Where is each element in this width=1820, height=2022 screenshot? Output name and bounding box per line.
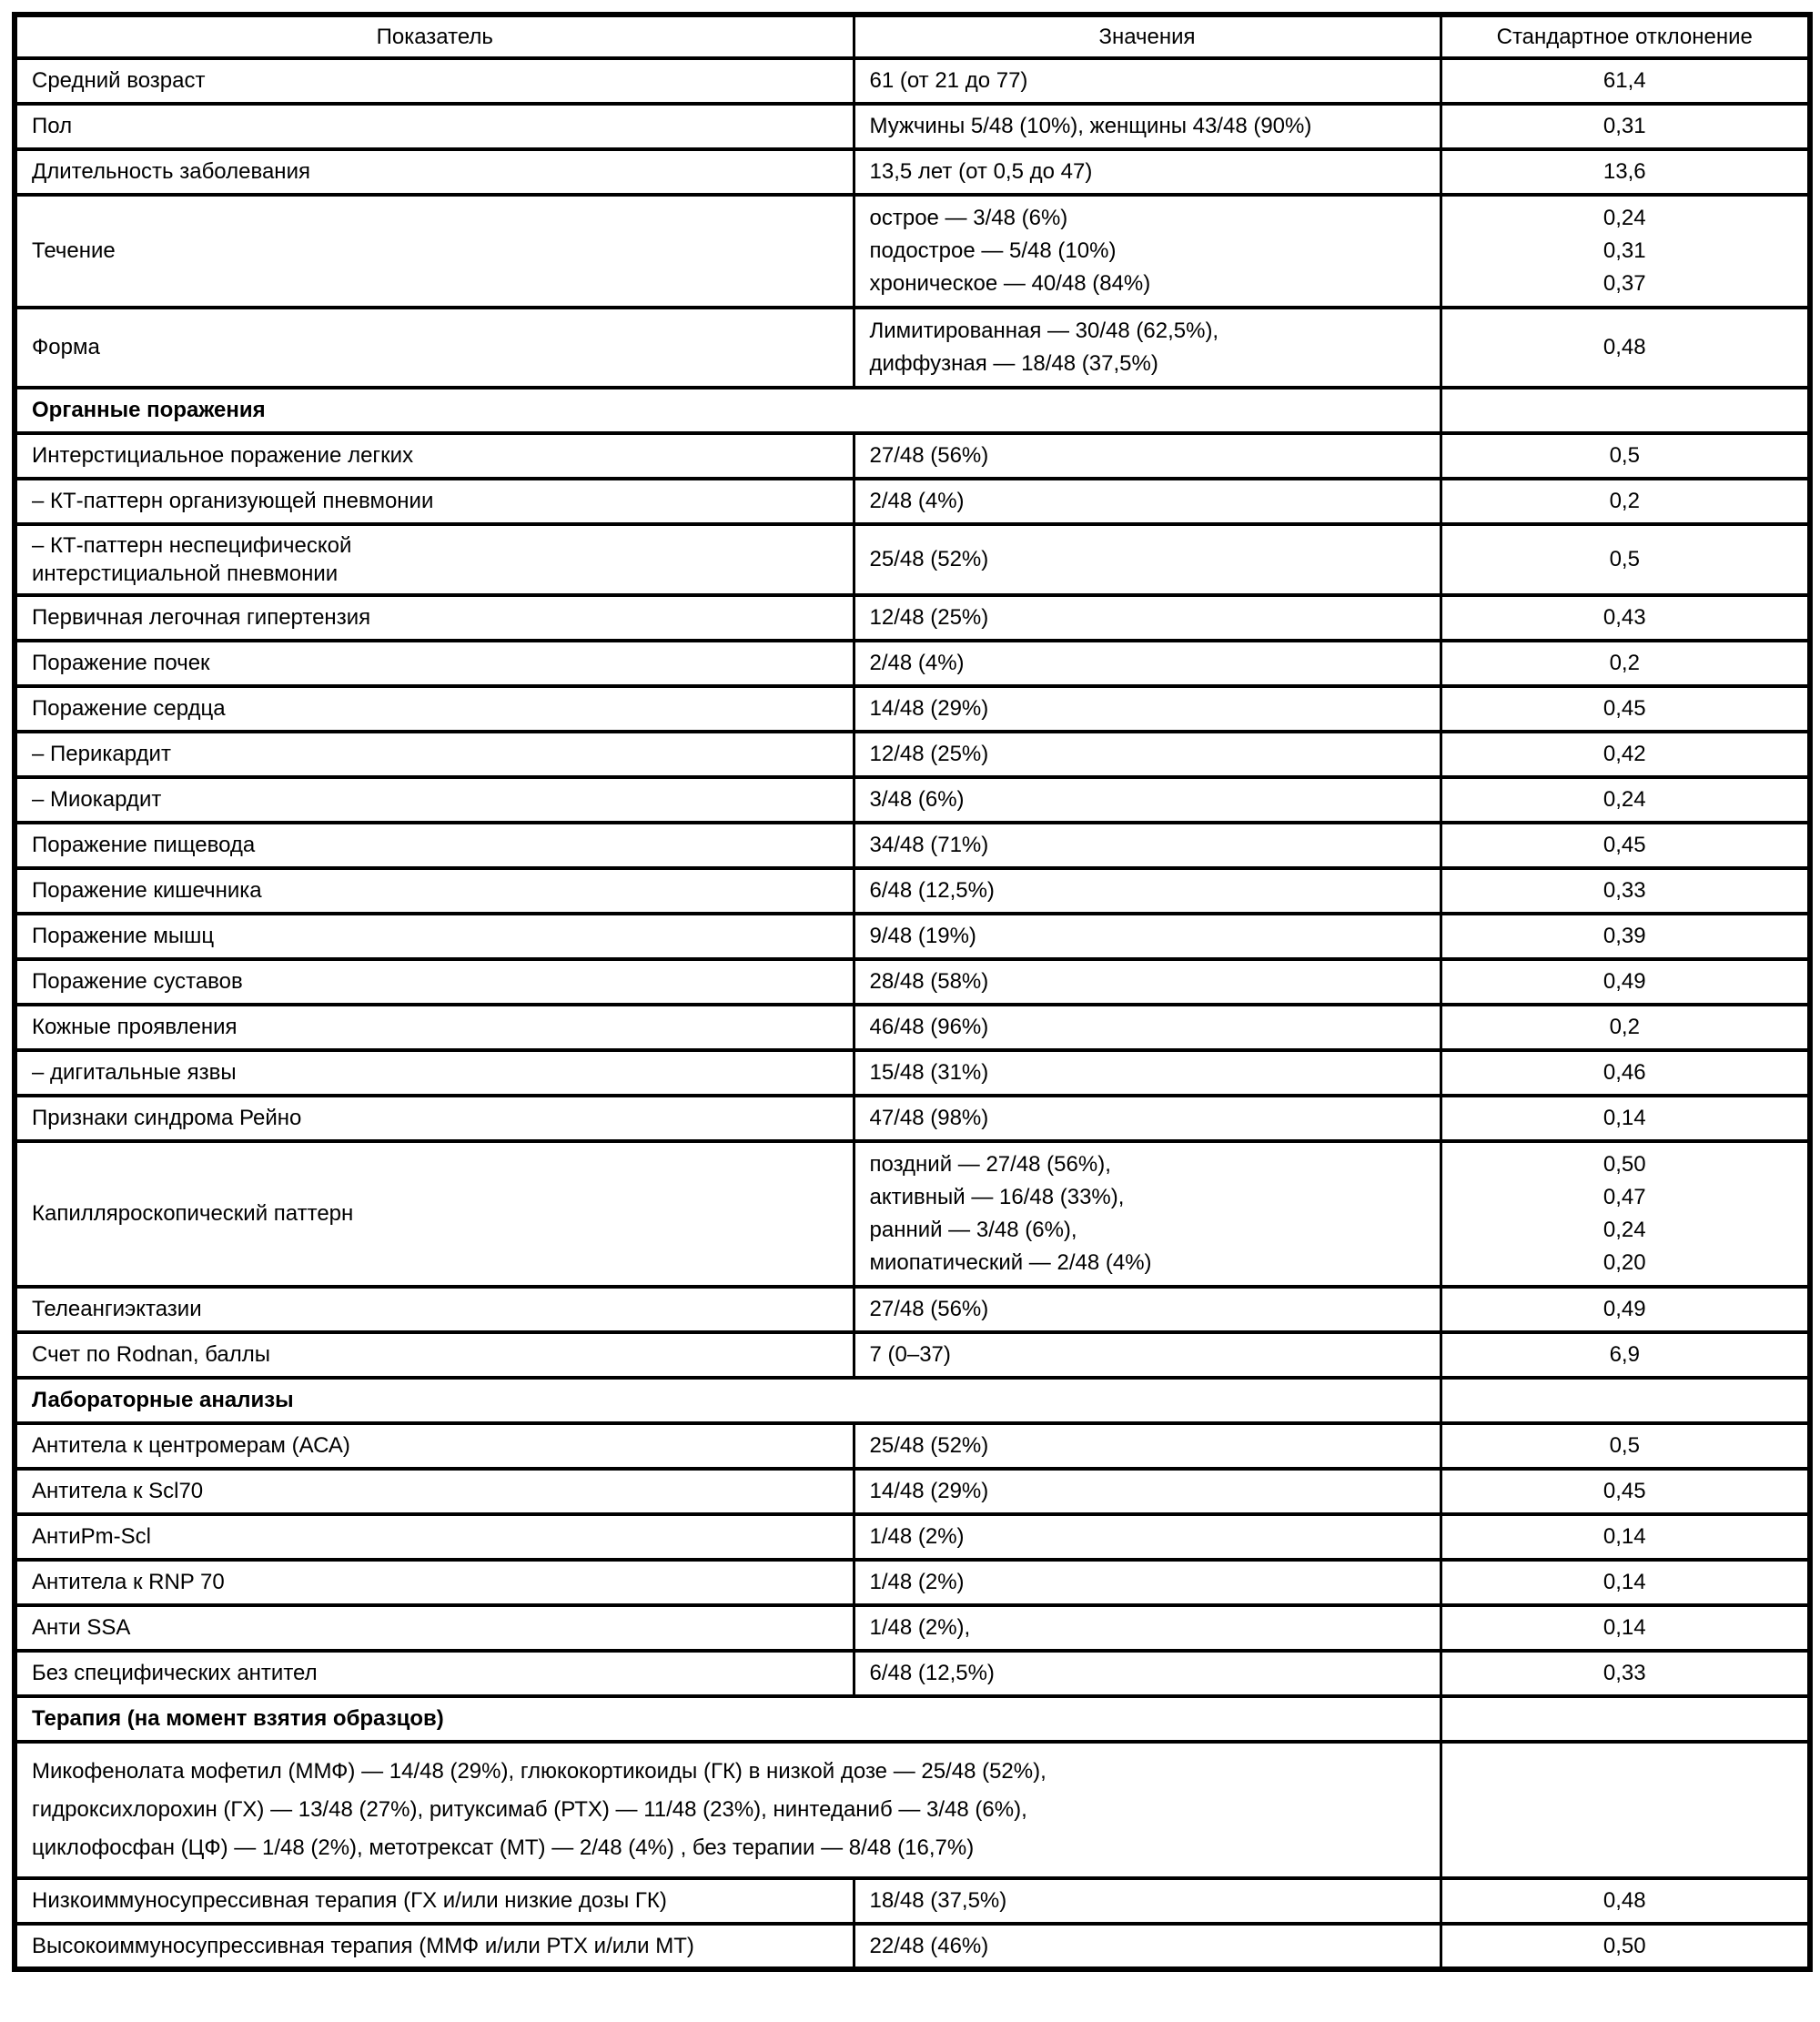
sd-cell xyxy=(1441,1141,1810,1287)
value-cell: 15/48 (31%) xyxy=(854,1050,1441,1096)
value-cell xyxy=(854,195,1441,308)
sd-cell: 0,33 xyxy=(1441,1651,1810,1696)
section-title-cell: Терапия (на момент взятия образцов) xyxy=(15,1696,1441,1742)
table-row xyxy=(15,524,1810,595)
table-row xyxy=(15,1878,1810,1924)
sd-cell: 0,14 xyxy=(1441,1605,1810,1651)
indicator-cell: Низкоиммуносупрессивная терапия (ГХ и/или низкие дозы ГК) xyxy=(15,1878,854,1924)
therapy-cell xyxy=(15,1742,1441,1878)
sd-cell: 0,5 xyxy=(1441,1423,1810,1469)
value-cell: 27/48 (56%) xyxy=(854,1287,1441,1332)
table-row xyxy=(15,1514,1810,1560)
value-line: диффузная — 18/48 (37,5%) xyxy=(869,351,1158,376)
sd-cell: 0,2 xyxy=(1441,1005,1810,1050)
table-row xyxy=(15,1651,1810,1696)
section-row xyxy=(15,1696,1810,1742)
indicator-line: интерстициальной пневмонии xyxy=(32,561,339,586)
indicator-cell: Первичная легочная гипертензия xyxy=(15,595,854,641)
header-row xyxy=(15,15,1810,58)
value-line: хроническое — 40/48 (84%) xyxy=(869,271,1151,296)
indicator-cell: АнтиPm-Scl xyxy=(15,1514,854,1560)
sd-cell: 0,48 xyxy=(1441,1878,1810,1924)
sd-cell: 0,46 xyxy=(1441,1050,1810,1096)
table-row xyxy=(15,1423,1810,1469)
indicator-cell: Поражение сердца xyxy=(15,686,854,732)
sd-cell-empty xyxy=(1441,1696,1810,1742)
indicator-cell: Анти SSA xyxy=(15,1605,854,1651)
indicator-cell: Поражение почек xyxy=(15,641,854,686)
sd-line: 0,37 xyxy=(1603,271,1646,296)
value-cell xyxy=(854,1141,1441,1287)
value-cell: 46/48 (96%) xyxy=(854,1005,1441,1050)
indicator-cell: Кожные проявления xyxy=(15,1005,854,1050)
sd-cell: 6,9 xyxy=(1441,1332,1810,1378)
sd-cell: 0,5 xyxy=(1441,524,1810,595)
sd-line: 0,50 xyxy=(1603,1152,1646,1177)
indicator-cell: – дигитальные язвы xyxy=(15,1050,854,1096)
sd-cell: 0,50 xyxy=(1441,1924,1810,1969)
value-cell: 22/48 (46%) xyxy=(854,1924,1441,1969)
value-cell: 25/48 (52%) xyxy=(854,1423,1441,1469)
sd-cell: 0,24 xyxy=(1441,777,1810,823)
indicator-cell: Поражение кишечника xyxy=(15,868,854,914)
value-cell: 1/48 (2%), xyxy=(854,1605,1441,1651)
sd-line: 0,24 xyxy=(1603,1218,1646,1242)
table-row xyxy=(15,1096,1810,1141)
value-cell: 27/48 (56%) xyxy=(854,433,1441,479)
value-cell: 9/48 (19%) xyxy=(854,914,1441,959)
value-cell: Мужчины 5/48 (10%), женщины 43/48 (90%) xyxy=(854,104,1441,149)
sd-cell: 0,45 xyxy=(1441,1469,1810,1514)
table-row xyxy=(15,914,1810,959)
value-cell: 6/48 (12,5%) xyxy=(854,868,1441,914)
value-line: острое — 3/48 (6%) xyxy=(869,206,1068,230)
sd-cell: 0,33 xyxy=(1441,868,1810,914)
table-body xyxy=(15,58,1810,1969)
patient-characteristics-table xyxy=(12,12,1813,1972)
sd-cell: 0,45 xyxy=(1441,823,1810,868)
sd-cell-empty xyxy=(1441,388,1810,433)
table-row xyxy=(15,1287,1810,1332)
indicator-cell: Поражение мышц xyxy=(15,914,854,959)
section-title-cell: Лабораторные анализы xyxy=(15,1378,1441,1423)
value-line: подострое — 5/48 (10%) xyxy=(869,238,1117,263)
value-cell: 1/48 (2%) xyxy=(854,1560,1441,1605)
indicator-cell: Антитела к Scl70 xyxy=(15,1469,854,1514)
therapy-line: циклофосфан (ЦФ) — 1/48 (2%), метотрексат (МТ) — 2/48 (4%) , без терапии — 8/48 (16,7%) xyxy=(32,1835,975,1860)
value-line: миопатический — 2/48 (4%) xyxy=(869,1250,1152,1275)
value-cell: 13,5 лет (от 0,5 до 47) xyxy=(854,149,1441,195)
table-row xyxy=(15,1050,1810,1096)
indicator-cell: Признаки синдрома Рейно xyxy=(15,1096,854,1141)
indicator-cell: Антитела к RNP 70 xyxy=(15,1560,854,1605)
sd-line: 0,20 xyxy=(1603,1250,1646,1275)
table-row xyxy=(15,868,1810,914)
sd-cell: 61,4 xyxy=(1441,58,1810,104)
sd-cell-empty xyxy=(1441,1378,1810,1423)
sd-cell: 0,2 xyxy=(1441,641,1810,686)
value-cell: 61 (от 21 до 77) xyxy=(854,58,1441,104)
sd-cell: 0,14 xyxy=(1441,1514,1810,1560)
sd-cell-empty xyxy=(1441,1742,1810,1878)
table-row xyxy=(15,58,1810,104)
indicator-cell: Интерстициальное поражение легких xyxy=(15,433,854,479)
sd-cell xyxy=(1441,195,1810,308)
sd-cell: 0,45 xyxy=(1441,686,1810,732)
indicator-cell: Высокоиммуносупрессивная терапия (ММФ и/или РТХ и/или МТ) xyxy=(15,1924,854,1969)
table-row xyxy=(15,1005,1810,1050)
sd-cell: 0,14 xyxy=(1441,1560,1810,1605)
sd-cell: 0,43 xyxy=(1441,595,1810,641)
indicator-cell: Без специфических антител xyxy=(15,1651,854,1696)
value-cell: 12/48 (25%) xyxy=(854,732,1441,777)
sd-line: 0,24 xyxy=(1603,206,1646,230)
section-title-cell: Органные поражения xyxy=(15,388,1441,433)
value-cell: 2/48 (4%) xyxy=(854,479,1441,524)
table-row xyxy=(15,959,1810,1005)
table-row xyxy=(15,1924,1810,1969)
table-row xyxy=(15,1332,1810,1378)
table-row xyxy=(15,479,1810,524)
value-cell: 25/48 (52%) xyxy=(854,524,1441,595)
indicator-cell: Поражение суставов xyxy=(15,959,854,1005)
table-row xyxy=(15,149,1810,195)
value-cell: 1/48 (2%) xyxy=(854,1514,1441,1560)
value-cell xyxy=(854,308,1441,388)
sd-cell: 13,6 xyxy=(1441,149,1810,195)
table-header xyxy=(15,15,1810,58)
value-cell: 28/48 (58%) xyxy=(854,959,1441,1005)
sd-cell: 0,48 xyxy=(1441,308,1810,388)
sd-line: 0,31 xyxy=(1603,238,1646,263)
value-cell: 34/48 (71%) xyxy=(854,823,1441,868)
value-line: Лимитированная — 30/48 (62,5%), xyxy=(869,318,1219,343)
indicator-cell xyxy=(15,524,854,595)
table-row xyxy=(15,195,1810,308)
indicator-cell: Форма xyxy=(15,308,854,388)
sd-cell: 0,39 xyxy=(1441,914,1810,959)
indicator-cell: Счет по Rodnan, баллы xyxy=(15,1332,854,1378)
indicator-cell: – КТ-паттерн организующей пневмонии xyxy=(15,479,854,524)
table-row xyxy=(15,1141,1810,1287)
merged-row xyxy=(15,1742,1810,1878)
table-row xyxy=(15,686,1810,732)
table-row xyxy=(15,308,1810,388)
section-row xyxy=(15,1378,1810,1423)
table-row xyxy=(15,777,1810,823)
sd-line: 0,47 xyxy=(1603,1185,1646,1209)
column-header-sd: Стандартное отклонение xyxy=(1441,15,1810,58)
indicator-cell: Телеангиэктазии xyxy=(15,1287,854,1332)
indicator-line: – КТ-паттерн неспецифической xyxy=(32,533,352,558)
indicator-cell: Течение xyxy=(15,195,854,308)
indicator-cell: Средний возраст xyxy=(15,58,854,104)
value-line: активный — 16/48 (33%), xyxy=(869,1185,1125,1209)
indicator-cell: Капилляроскопический паттерн xyxy=(15,1141,854,1287)
value-cell: 14/48 (29%) xyxy=(854,686,1441,732)
value-cell: 12/48 (25%) xyxy=(854,595,1441,641)
sd-cell: 0,2 xyxy=(1441,479,1810,524)
table-row xyxy=(15,641,1810,686)
column-header-indicator: Показатель xyxy=(15,15,854,58)
sd-cell: 0,49 xyxy=(1441,959,1810,1005)
therapy-line: Микофенолата мофетил (ММФ) — 14/48 (29%), глюкокортикоиды (ГК) в низкой дозе — 25/48 (52%), xyxy=(32,1759,1046,1784)
sd-cell: 0,31 xyxy=(1441,104,1810,149)
table-row xyxy=(15,1560,1810,1605)
indicator-cell: Антитела к центромерам (АСА) xyxy=(15,1423,854,1469)
table-row xyxy=(15,1605,1810,1651)
indicator-cell: Длительность заболевания xyxy=(15,149,854,195)
value-cell: 18/48 (37,5%) xyxy=(854,1878,1441,1924)
sd-cell: 0,42 xyxy=(1441,732,1810,777)
table-row xyxy=(15,433,1810,479)
therapy-line: гидроксихлорохин (ГХ) — 13/48 (27%), ритуксимаб (РТХ) — 11/48 (23%), нинтеданиб — 3/48 (6%), xyxy=(32,1797,1027,1822)
value-cell: 3/48 (6%) xyxy=(854,777,1441,823)
sd-cell: 0,49 xyxy=(1441,1287,1810,1332)
value-cell: 47/48 (98%) xyxy=(854,1096,1441,1141)
table-row xyxy=(15,1469,1810,1514)
value-cell: 14/48 (29%) xyxy=(854,1469,1441,1514)
section-row xyxy=(15,388,1810,433)
value-line: поздний — 27/48 (56%), xyxy=(869,1152,1111,1177)
indicator-cell: – Миокардит xyxy=(15,777,854,823)
sd-cell: 0,5 xyxy=(1441,433,1810,479)
table-row xyxy=(15,595,1810,641)
column-header-values: Значения xyxy=(854,15,1441,58)
value-cell: 7 (0–37) xyxy=(854,1332,1441,1378)
sd-cell: 0,14 xyxy=(1441,1096,1810,1141)
indicator-cell: Поражение пищевода xyxy=(15,823,854,868)
table-row xyxy=(15,823,1810,868)
indicator-cell: Пол xyxy=(15,104,854,149)
indicator-cell: – Перикардит xyxy=(15,732,854,777)
table-row xyxy=(15,104,1810,149)
value-cell: 6/48 (12,5%) xyxy=(854,1651,1441,1696)
table-row xyxy=(15,732,1810,777)
value-cell: 2/48 (4%) xyxy=(854,641,1441,686)
value-line: ранний — 3/48 (6%), xyxy=(869,1218,1077,1242)
